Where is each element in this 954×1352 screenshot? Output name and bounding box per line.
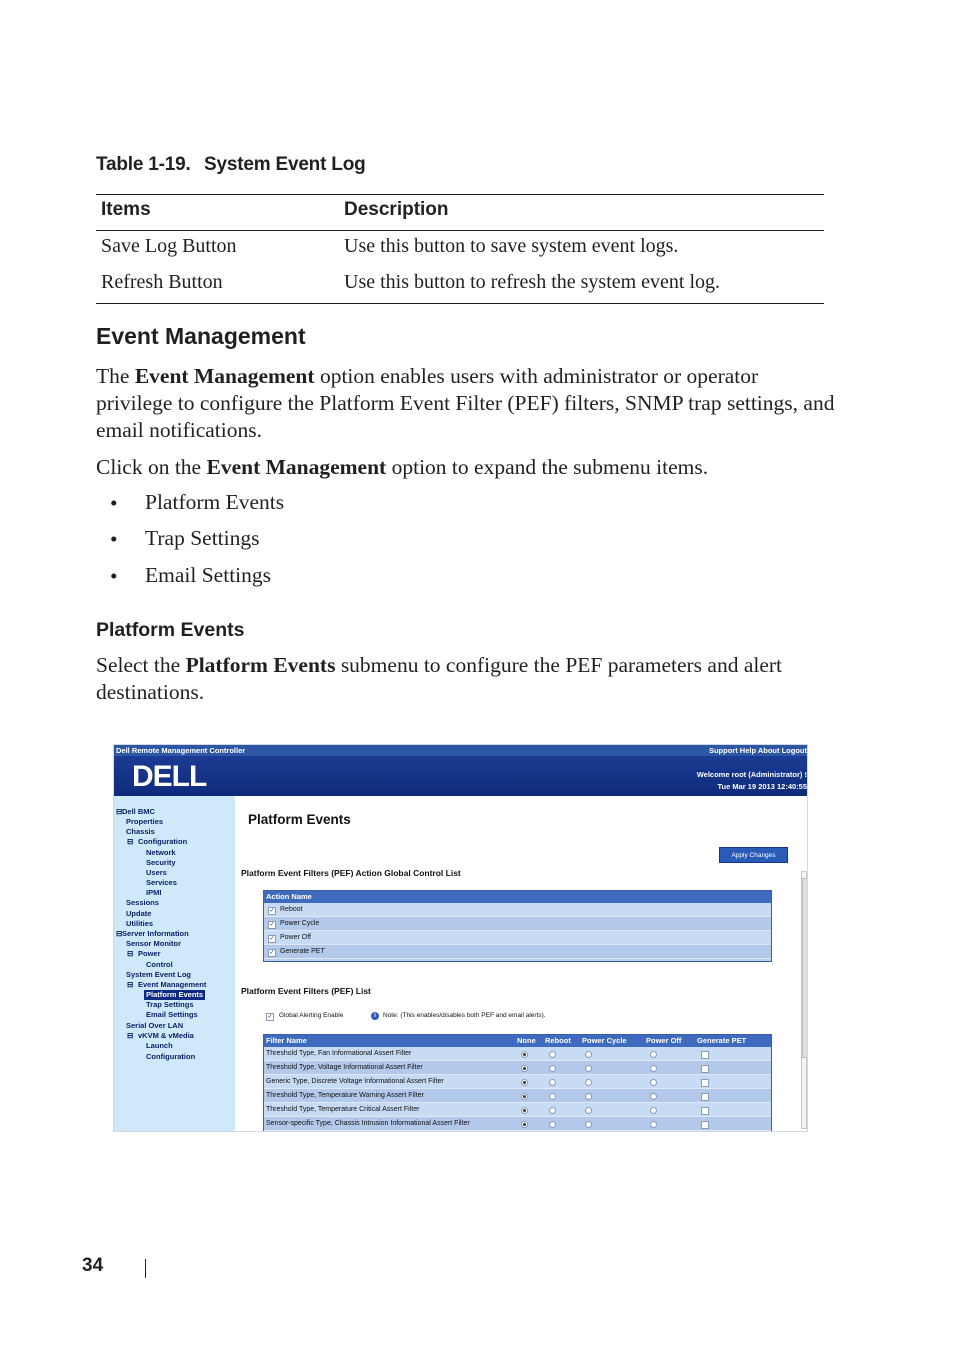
page-number: 34 (82, 1255, 104, 1276)
checkbox-checked-icon[interactable]: ✓ (269, 950, 275, 956)
nav-item[interactable]: Sensor Monitor (126, 939, 182, 948)
radio-none[interactable] (521, 1107, 528, 1114)
subsection-heading: Platform Events (96, 619, 245, 641)
nav-item[interactable]: Update (126, 909, 152, 918)
section-heading: Event Management (96, 323, 306, 349)
table-cell-item: Save Log Button (101, 235, 237, 257)
radio-power-off[interactable] (650, 1079, 657, 1086)
global-alerting-checkbox[interactable]: ✓ (267, 1014, 273, 1020)
table-top-rule (96, 194, 824, 195)
radio-none[interactable] (521, 1065, 528, 1072)
table-cell-description: Use this button to refresh the system event log. (344, 271, 721, 293)
bullet-icon: • (110, 491, 118, 515)
nav-item[interactable]: vKVM & vMedia (138, 1031, 194, 1040)
radio-power-cycle[interactable] (585, 1079, 592, 1086)
note-text: Note: (This enables/disables both PEF and email alerts). (383, 1012, 546, 1019)
list-item: Trap Settings (145, 526, 260, 550)
table-header-description: Description (344, 199, 449, 220)
radio-power-cycle[interactable] (585, 1093, 592, 1100)
generate-pet-checkbox[interactable] (701, 1051, 709, 1059)
tree-toggle-icon[interactable]: ⊟ (116, 929, 123, 938)
nav-item[interactable]: Control (146, 960, 173, 969)
nav-item[interactable]: IPMI (146, 888, 162, 897)
footer-divider (145, 1259, 146, 1278)
col-power-off: Power Off (646, 1036, 682, 1045)
platform-events-screenshot (113, 744, 808, 1132)
generate-pet-checkbox[interactable] (701, 1079, 709, 1087)
nav-item[interactable]: Server Information (122, 929, 189, 938)
bold-term: Platform Events (185, 653, 336, 677)
generate-pet-checkbox[interactable] (701, 1065, 709, 1073)
nav-item[interactable]: Services (146, 878, 177, 887)
table-header-items: Items (101, 199, 151, 220)
radio-power-off[interactable] (650, 1093, 657, 1100)
bold-term: Event Management (206, 455, 387, 479)
radio-power-off[interactable] (650, 1107, 657, 1114)
tree-toggle-icon[interactable]: ⊟ (127, 1031, 134, 1040)
tree-toggle-icon[interactable]: ⊟ (127, 837, 134, 846)
welcome-block (697, 769, 807, 793)
action-row: ✓ Generate PET (264, 945, 771, 959)
radio-reboot[interactable] (549, 1107, 556, 1114)
radio-reboot[interactable] (549, 1065, 556, 1072)
filter-table (263, 1034, 772, 1132)
filter-row: Threshold Type, Temperature Critical Assert Filter (264, 1103, 771, 1117)
nav-item[interactable]: Security (146, 858, 176, 867)
dell-logo: DELL (132, 760, 207, 793)
header-banner (114, 756, 808, 796)
nav-item[interactable]: Configuration (146, 1052, 196, 1061)
datetime: Tue Mar 19 2013 12:40:55 (717, 782, 807, 791)
subsection-paragraph: Select the Platform Events submenu to configure the PEF parameters and alert destinations. (96, 653, 783, 704)
filter-row: Generic Type, Discrete Voltage Informational Assert Filter (264, 1075, 771, 1089)
checkbox-checked-icon[interactable]: ✓ (269, 908, 275, 914)
action-row: ✓ Power Off (264, 931, 771, 945)
section-paragraph: The Event Management option enables users with administrator or operator privilege to configure the Platform Event Filter (PEF) filters, SNMP trap settings, and email notifications. (96, 364, 835, 442)
tree-toggle-icon[interactable]: ⊟ (127, 980, 134, 989)
table-header-rule (96, 230, 824, 231)
global-list-title: Platform Event Filters (PEF) Action Global Control List (241, 868, 461, 878)
radio-none[interactable] (521, 1079, 528, 1086)
action-row: ✓ Reboot (264, 903, 771, 917)
nav-tree (114, 796, 235, 1132)
vertical-scrollbar[interactable] (801, 871, 807, 1129)
table-caption-title: System Event Log (204, 154, 366, 175)
radio-power-cycle[interactable] (585, 1121, 592, 1128)
radio-power-off[interactable] (650, 1051, 657, 1058)
top-links[interactable]: Support Help About Logout (708, 746, 807, 755)
pef-list-title: Platform Event Filters (PEF) List (241, 986, 371, 996)
main-content (235, 796, 808, 1132)
generate-pet-checkbox[interactable] (701, 1107, 709, 1115)
nav-item[interactable]: Configuration (138, 837, 188, 846)
nav-item[interactable]: Utilities (126, 919, 154, 928)
bold-term: Event Management (134, 364, 315, 388)
table-caption (96, 154, 366, 176)
tree-toggle-icon[interactable]: ⊟ (127, 949, 134, 958)
page-title: Platform Events (248, 812, 351, 827)
action-table (263, 890, 772, 962)
radio-reboot[interactable] (549, 1121, 556, 1128)
apply-changes-button[interactable]: Apply Changes (719, 847, 788, 863)
col-none: None (517, 1036, 536, 1045)
radio-power-off[interactable] (650, 1065, 657, 1072)
filter-header-row (264, 1035, 771, 1047)
top-bar (114, 745, 808, 756)
checkbox-checked-icon[interactable]: ✓ (269, 936, 275, 942)
radio-none[interactable] (521, 1093, 528, 1100)
col-filter-name: Filter Name (266, 1036, 307, 1045)
nav-item[interactable]: Network (146, 848, 176, 857)
filter-row: Threshold Type, Voltage Informational Assert Filter (264, 1061, 771, 1075)
nav-item[interactable]: Launch (146, 1041, 173, 1050)
col-generate-pet: Generate PET (697, 1036, 747, 1045)
radio-power-off[interactable] (650, 1121, 657, 1128)
list-item: Email Settings (145, 563, 272, 587)
table-bottom-rule (96, 303, 824, 304)
nav-item[interactable]: Trap Settings (146, 1000, 194, 1009)
list-item: Platform Events (145, 490, 285, 514)
nav-item-selected[interactable]: Platform Events (146, 990, 204, 999)
action-row: ✓ Power Cycle (264, 917, 771, 931)
generate-pet-checkbox[interactable] (701, 1093, 709, 1101)
action-header: Action Name (264, 891, 771, 903)
radio-none[interactable] (521, 1121, 528, 1128)
table-caption-number: Table 1-19. (96, 154, 191, 175)
nav-item[interactable]: Properties (126, 817, 164, 826)
radio-reboot[interactable] (549, 1051, 556, 1058)
radio-power-cycle[interactable] (585, 1065, 592, 1072)
global-alerting-label: Global Alerting Enable (279, 1012, 344, 1019)
col-power-cycle: Power Cycle (582, 1036, 627, 1045)
nav-item[interactable]: Chassis (126, 827, 155, 836)
radio-reboot[interactable] (549, 1093, 556, 1100)
scrollbar-thumb[interactable] (802, 878, 808, 1058)
nav-item[interactable]: Event Management (138, 980, 207, 989)
info-icon: i (371, 1012, 379, 1020)
global-alerting-row (266, 1010, 666, 1022)
tree-toggle-icon[interactable]: ⊟ (116, 807, 123, 816)
nav-item[interactable]: Email Settings (146, 1010, 198, 1019)
radio-power-cycle[interactable] (585, 1107, 592, 1114)
col-reboot: Reboot (545, 1036, 571, 1045)
section-paragraph-2: Click on the Event Management option to expand the submenu items. (96, 455, 709, 479)
radio-none[interactable] (521, 1051, 528, 1058)
generate-pet-checkbox[interactable] (701, 1121, 709, 1129)
filter-row: Threshold Type, Temperature Warning Assert Filter (264, 1089, 771, 1103)
welcome-text: Welcome root (Administrator) ! (696, 770, 807, 779)
radio-power-cycle[interactable] (585, 1051, 592, 1058)
bullet-icon: • (110, 527, 118, 551)
filter-row: Threshold Type, Fan Informational Assert Filter (264, 1047, 771, 1061)
nav-item[interactable]: Serial Over LAN (126, 1021, 184, 1030)
nav-item[interactable]: Sessions (126, 898, 159, 907)
nav-item[interactable]: Power (138, 949, 161, 958)
checkbox-checked-icon[interactable]: ✓ (269, 922, 275, 928)
table-cell-item: Refresh Button (101, 271, 223, 293)
bullet-icon: • (110, 564, 118, 588)
radio-reboot[interactable] (549, 1079, 556, 1086)
filter-row: Sensor-specific Type, Chassis Intrusion Informational Assert Filter (264, 1117, 771, 1131)
nav-item[interactable]: System Event Log (126, 970, 192, 979)
table-cell-description: Use this button to save system event logs. (344, 235, 679, 257)
nav-item[interactable]: Dell BMC (122, 807, 155, 816)
nav-item[interactable]: Users (146, 868, 167, 877)
app-title: Dell Remote Management Controller (116, 746, 246, 755)
